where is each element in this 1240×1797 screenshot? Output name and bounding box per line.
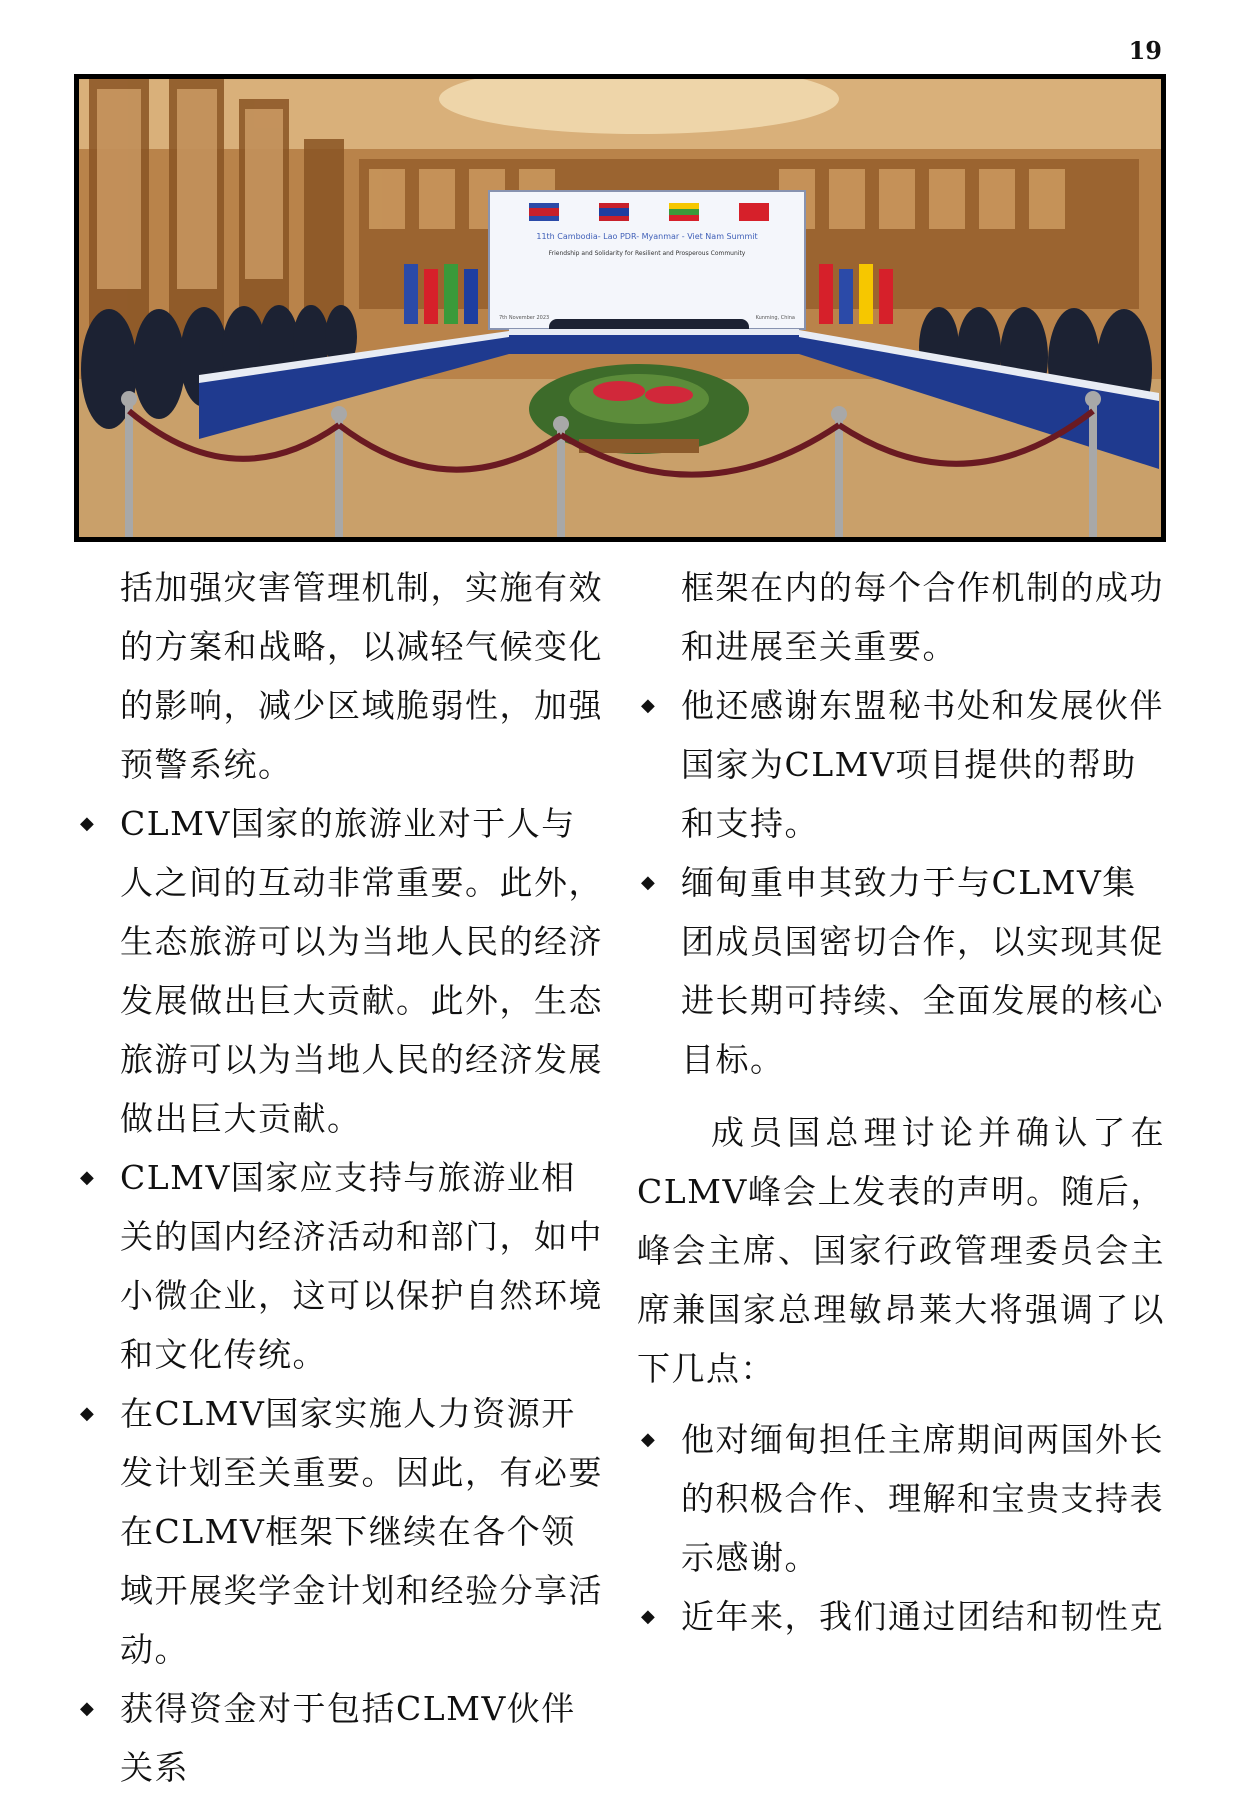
list-item xyxy=(637,676,1165,853)
list-item xyxy=(637,853,1165,1089)
list-item-text: 近年来，我们通过团结和韧性克 xyxy=(681,1597,1164,1636)
list-item-text: 他对缅甸担任主席期间两国外长的积极合作、理解和宝贵支持表示感谢。 xyxy=(681,1420,1164,1577)
list-item-text: 在CLMV国家实施人力资源开发计划至关重要。因此，有必要在CLMV框架下继续在各个领域开展奖学金计划和经验分享活动。 xyxy=(120,1394,603,1669)
list-item-text: 他还感谢东盟秘书处和发展伙伴国家为CLMV项目提供的帮助和支持。 xyxy=(681,686,1164,843)
diamond-bullet-icon: ◆ xyxy=(80,1167,96,1188)
list-item xyxy=(76,1384,606,1679)
list-item-text: 获得资金对于包括CLMV伙伴关系 xyxy=(120,1689,576,1787)
diamond-bullet-icon: ◆ xyxy=(80,813,96,834)
screen-date: 7th November 2023 xyxy=(499,315,550,321)
list-item xyxy=(76,1148,606,1384)
page-number: 19 xyxy=(1128,36,1162,65)
diamond-bullet-icon: ◆ xyxy=(641,695,657,716)
list-item xyxy=(76,1679,606,1797)
screen-subtitle: Friendship and Solidarity for Resilient and Prosperous Community xyxy=(548,250,746,257)
diamond-bullet-icon: ◆ xyxy=(641,1606,657,1627)
diamond-bullet-icon: ◆ xyxy=(641,1429,657,1450)
list-item-text: 缅甸重申其致力于与CLMV集团成员国密切合作，以实现其促进长期可持续、全面发展的核心目标。 xyxy=(681,863,1164,1079)
diamond-bullet-icon: ◆ xyxy=(641,872,657,893)
diamond-bullet-icon: ◆ xyxy=(80,1403,96,1424)
diamond-bullet-icon: ◆ xyxy=(80,1698,96,1719)
right-continuation-text: 框架在内的每个合作机制的成功和进展至关重要。 xyxy=(681,568,1164,666)
list-item xyxy=(76,794,606,1148)
left-column xyxy=(76,558,606,1797)
list-item-text: CLMV国家应支持与旅游业相关的国内经济活动和部门，如中小微企业，这可以保护自然环境和文化传统。 xyxy=(120,1158,603,1374)
body-paragraph: 成员国总理讨论并确认了在CLMV峰会上发表的声明。随后，峰会主席、国家行政管理委员会主席兼国家总理敏昂莱大将强调了以下几点： xyxy=(637,1113,1165,1388)
list-item xyxy=(637,1587,1165,1646)
list-item-text: CLMV国家的旅游业对于人与人之间的互动非常重要。此外，生态旅游可以为当地人民的经济发展做出巨大贡献。此外，生态旅游可以为当地人民的经济发展做出巨大贡献。 xyxy=(120,804,603,1138)
screen-title: 11th Cambodia- Lao PDR- Myanmar - Viet Nam Summit xyxy=(536,232,758,241)
left-continuation-text: 括加强灾害管理机制，实施有效的方案和战略，以减轻气候变化的影响，减少区域脆弱性，加强预警系统。 xyxy=(120,568,603,784)
summit-photo xyxy=(74,74,1166,542)
summit-photo-graphic xyxy=(79,79,1161,537)
list-item xyxy=(637,1410,1165,1587)
screen-location: Kunming, China xyxy=(755,315,795,321)
right-column xyxy=(637,558,1165,1646)
